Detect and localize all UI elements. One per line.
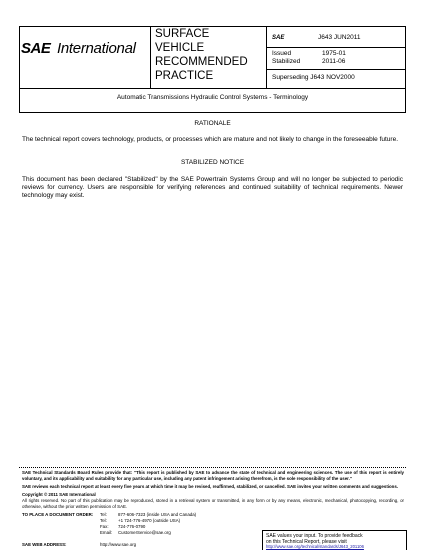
feedback-box <box>262 530 407 550</box>
feedback-text-1: SAE values your input. To provide feedback <box>266 533 363 539</box>
info-divider-bottom <box>266 69 406 70</box>
rationale-heading: RATIONALE <box>194 120 231 127</box>
document-category-title <box>155 27 265 83</box>
stabilized-notice-heading: STABILIZED NOTICE <box>180 159 245 166</box>
rights-note: All rights reserved. No part of this publication may be reproduced, stored in a retrieval system or transmitted, in any form or by any means, electronic, mechanical, photocopying, recording, or otherwise, without the prior written permission of SAE. <box>22 498 404 509</box>
document-number: J643 JUN2011 <box>318 34 361 41</box>
document-info-box <box>266 26 406 89</box>
rationale-text: The technical report covers technology, products, or processes which are mature and not likely to change in the foreseeable future. <box>22 136 399 143</box>
contact-list <box>100 512 260 536</box>
stabilized-notice-text: This document has been declared "Stabilized" by the SAE Powertrain Systems Group and will no longer be subjected to periodic reviews for currency. Users are responsible for verifying references and continued suitability of technical requirements. Newer technology may exist. <box>22 176 403 199</box>
contact-email-link[interactable]: CustomerService@sae.org <box>118 530 171 535</box>
logo-sae-text: SAE <box>21 40 51 57</box>
contact-value[interactable]: 877-606-7323 (inside USA and Canada) <box>118 512 197 517</box>
copyright-note: Copyright © 2011 SAE International <box>22 492 96 497</box>
contact-value[interactable]: +1 724-776-4970 (outside USA) <box>118 518 181 523</box>
title-line: VEHICLE <box>155 42 205 54</box>
sae-international-logo <box>21 36 149 62</box>
contact-value[interactable]: 724-776-0790 <box>118 524 146 529</box>
subject-box <box>19 89 406 113</box>
title-line: RECOMMENDED <box>155 56 248 68</box>
title-line: PRACTICE <box>155 70 214 82</box>
review-note: SAE reviews each technical report at least every five years at which time it may be revised, reaffirmed, stabilized, or cancelled. SAE invites your written comments and suggestions. <box>22 484 399 489</box>
feedback-text-2: on this Technical Report, please visit <box>266 539 347 545</box>
info-divider-top <box>266 47 406 48</box>
web-address-link[interactable]: http://www.sae.org <box>100 542 137 547</box>
contact-label: Fax: <box>100 524 109 529</box>
header-divider-left <box>150 26 151 89</box>
contact-label: Tel: <box>100 512 107 517</box>
standards-board-note: SAE Technical Standards Board Rules provide that: "This report is published by SAE to advance the state of technical and engineering sciences. The use of this report is entirely voluntary, and its applicability and suitability for any particular use, including any patent infringement arising therefrom, is the sole responsibility of the user." <box>22 470 404 481</box>
contact-label: Email: <box>100 530 113 535</box>
web-address-label: SAE WEB ADDRESS: <box>22 542 67 547</box>
title-line: SURFACE <box>155 28 210 40</box>
logo-international-text: International <box>57 40 136 57</box>
issued-label: Issued <box>272 50 292 57</box>
stabilized-label: Stabilized <box>272 58 301 65</box>
contact-row <box>100 530 260 536</box>
document-subject: Automatic Transmissions Hydraulic Control Systems - Terminology <box>116 94 309 101</box>
footer-divider <box>19 467 406 468</box>
small-sae-logo: SAE <box>272 35 285 41</box>
feedback-url-link[interactable]: http://www.sae.org/technical/standards/J643_201106 <box>266 544 364 549</box>
order-label: TO PLACE A DOCUMENT ORDER: <box>22 512 94 517</box>
issued-date: 1975-01 <box>322 50 346 57</box>
superseding-note: Superseding J643 NOV2000 <box>272 74 355 81</box>
stabilized-date: 2011-06 <box>322 58 346 65</box>
contact-label: Tel: <box>100 518 107 523</box>
